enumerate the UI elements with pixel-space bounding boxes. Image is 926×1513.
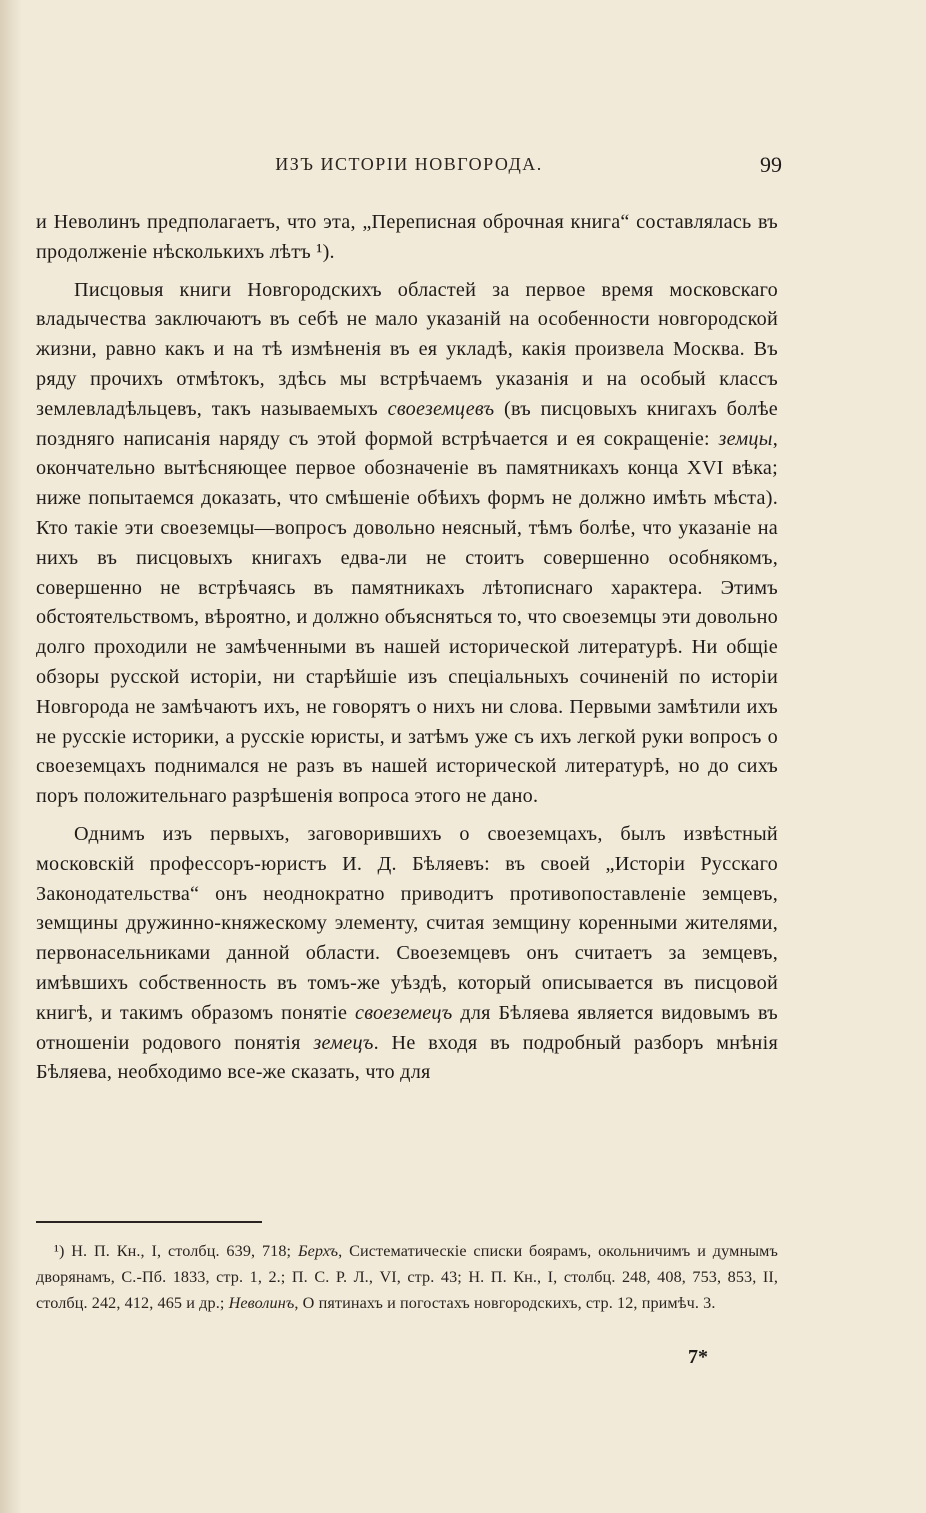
text-run: Писцовыя книги Новгородскихъ областей за первое время московскаго владычества заключаютъ въ себѣ не мало указаній на особенности новгородской жизни, равно какъ и на тѣ измѣненія въ ея укладѣ, какія произвела Москва. Въ ряду прочихъ отмѣтокъ, здѣсь мы встрѣчаемъ указанія и на особый классъ землевладѣльцевъ, такъ называемыхъ (36, 278, 778, 420)
page-header (36, 152, 782, 184)
text-run: , Систематическіе списки боярамъ, окольничимъ и думнымъ дворянамъ, С.-Пб. 1833, стр. 1, 2.; П. С. Р. Л., VI, стр. 43; Н. П. Кн., I, столбц. 248, 408, 753, 853, II, столбц. 242, 412, 465 и др.; (36, 1242, 778, 1312)
text-run: , окончательно вытѣсняющее первое обозначеніе въ памятникахъ конца XVI вѣка; ниже попытаемся доказать, что смѣшеніе обѣихъ формъ не должно имѣть мѣста). Кто такіе эти своеземцы—вопросъ довольно неясный, тѣмъ болѣе, что указаніе на нихъ въ писцовыхъ книгахъ едва-ли не стоитъ совершенно особнякомъ, совершенно не встрѣчаясь въ памятникахъ лѣтописнаго характера. Этимъ обстоятельствомъ, вѣроятно, и должно объясняться то, что своеземцы эти довольно долго проходили не замѣченными въ нашей исторической литературѣ. Ни общіе обзоры русской исторіи, ни старѣйшіе изъ спеціальныхъ сочиненій по исторіи Новгорода не замѣчаютъ ихъ, не говорятъ о нихъ ни слова. Первыми замѣтили ихъ не русскіе историки, а русскіе юристы, и затѣмъ уже съ ихъ легкой руки вопросъ о своеземцахъ поднимался не разъ въ нашей исторической литературѣ, но до сихъ поръ положительнаго разрѣшенія вопроса этого не дано. (36, 427, 778, 808)
main-text (36, 208, 778, 1088)
footnote-divider (36, 1221, 262, 1223)
running-title: ИЗЪ ИСТОРІИ НОВГОРОДА. (275, 154, 543, 174)
italic-term: Неволинъ (228, 1294, 295, 1312)
text-run: Однимъ изъ первыхъ, заговорившихъ о своеземцахъ, былъ извѣстный московскій профессоръ-юристъ И. Д. Бѣляевъ: въ своей „Исторіи Русскаго Законодательства“ онъ неоднократно приводитъ противопоставленіе земцевъ, земщины дружинно-княжескому элементу, считая земщину коренными жителями, первонасельниками данной области. Своеземцевъ онъ считаетъ за земцевъ, имѣвшихъ собственность въ томъ-же уѣздѣ, который описывается въ писцовой книгѣ, и такимъ образомъ понятіе (36, 822, 778, 1024)
signature-mark: 7* (688, 1346, 708, 1368)
text-run: , О пятинахъ и погостахъ новгородскихъ, стр. 12, примѣч. 3. (294, 1294, 716, 1312)
italic-term: своеземцевъ (387, 397, 495, 420)
italic-term: своеземецъ (355, 1001, 453, 1024)
text-run: . Не входя въ подробный разборъ мнѣнія Бѣляева, необходимо все-же сказать, что для (36, 1031, 778, 1084)
text-run: и Неволинъ предполагаетъ, что эта, „Переписная оброчная книга“ составлялась въ продолженіе нѣсколькихъ лѣтъ ¹). (36, 211, 778, 263)
page-number: 99 (760, 152, 782, 177)
paragraph (36, 820, 778, 1088)
italic-term: Берхъ (297, 1242, 339, 1260)
text-run: (въ писцовыхъ книгахъ болѣе поздняго написанія наряду съ этой формой встрѣчается и ея сокращеніе: (36, 397, 778, 450)
text-run: для Бѣляева является видовымъ въ отношеніи родового понятія (36, 1001, 778, 1054)
text-run: ¹) Н. П. Кн., I, столбц. 639, 718; (54, 1242, 298, 1260)
page-edge-shadow (0, 0, 22, 1513)
footnote (36, 1238, 778, 1316)
italic-term: земцы (718, 427, 773, 450)
paragraph (36, 276, 778, 812)
paragraph (36, 208, 778, 268)
italic-term: земецъ (313, 1031, 374, 1054)
